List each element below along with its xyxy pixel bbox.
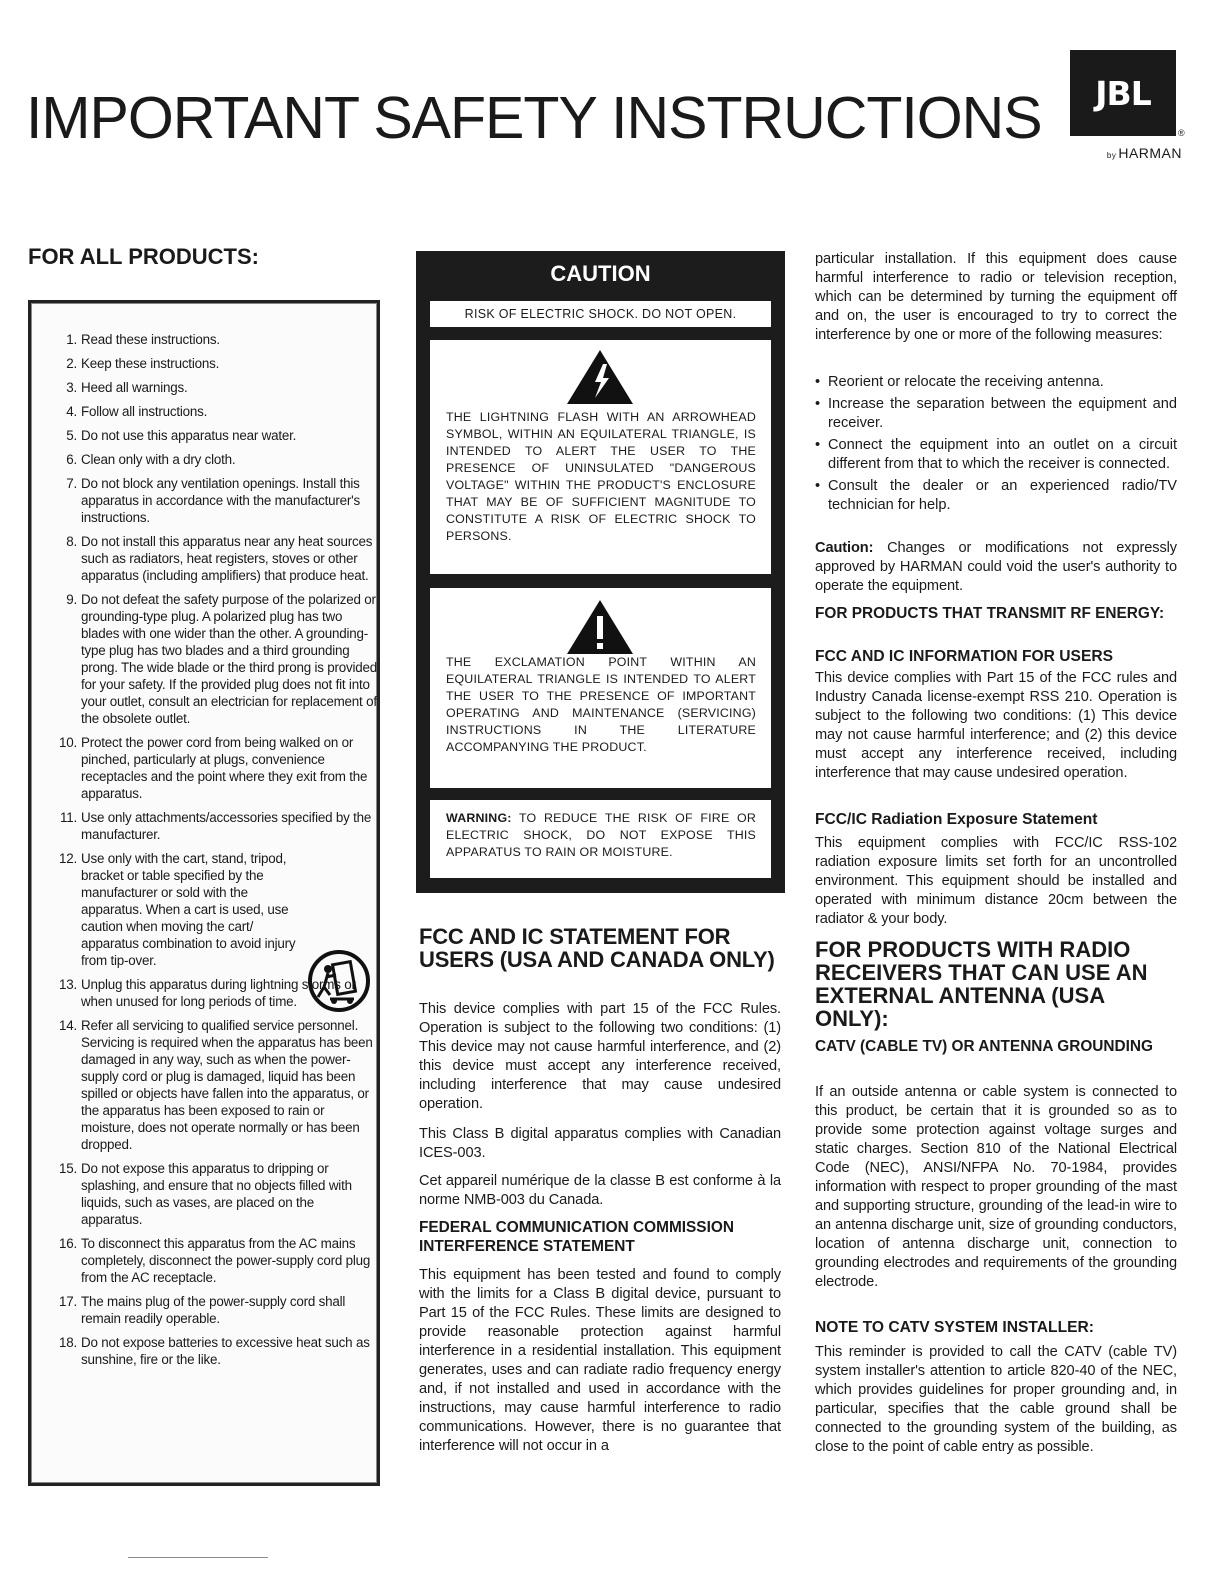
list-item: • Connect the equipment into an outlet on a circuit different from that to which the receiver is connected. xyxy=(815,436,1177,474)
rf-energy-heading: FOR PRODUCTS THAT TRANSMIT RF ENERGY: xyxy=(815,605,1165,622)
instruction-item: 18. Do not expose batteries to excessive heat such as sunshine, fire or the like. xyxy=(58,1335,370,1367)
caution-label: Caution: xyxy=(815,540,874,556)
fcc-ic-info-heading: FCC AND IC INFORMATION FOR USERS xyxy=(815,648,1114,665)
radiation-exposure-paragraph: This equipment complies with FCC/IC RSS-102 radiation exposure limits set forth for an uncontrolled environment. This equipment should be installed and operated with minimum distance 20cm between the radiator & your body. xyxy=(815,835,1177,927)
radio-receivers-heading: FOR PRODUCTS WITH RADIO RECEIVERS THAT CAN USE AN EXTERNAL ANTENNA (USA ONLY): xyxy=(815,937,1148,1031)
footer-rule xyxy=(128,1557,268,1558)
nmb-003-paragraph: Cet appareil numérique de la classe B est conforme à la norme NMB-003 du Canada. xyxy=(419,1173,781,1208)
fcc-ic-info-paragraph: This device complies with Part 15 of the FCC rules and Industry Canada license-exempt RSS 210. Operation is subject to the following two conditions: (1) This device may not cause harmful interference; and (2) this device must accept any interference received, including interference that may cause undesired operation. xyxy=(815,670,1177,781)
all-products-heading: FOR ALL PRODUCTS: xyxy=(28,244,259,269)
harman-label: HARMAN xyxy=(1118,145,1182,161)
safety-instructions-list xyxy=(53,331,378,1375)
page-title: IMPORTANT SAFETY INSTRUCTIONS xyxy=(26,85,1042,151)
catv-grounding-heading: CATV (CABLE TV) OR ANTENNA GROUNDING xyxy=(815,1038,1154,1055)
instruction-item: 10. Protect the power cord from being walked on or pinched, particularly at plugs, convenience receptacles and the point where they exit from the apparatus. xyxy=(58,735,368,801)
catv-installer-paragraph: This reminder is provided to call the CATV (cable TV) system installer's attention to article 820-40 of the NEC, which provides guidelines for proper grounding and, in particular, specifies that the cable ground shall be connected to the grounding system of the building, as close to the point of cable entry as possible. xyxy=(815,1344,1177,1455)
instruction-item: 11. Use only attachments/accessories specified by the manufacturer. xyxy=(59,810,372,842)
instruction-item: 8. Do not install this apparatus near any heat sources such as radiators, heat registers, stoves or other apparatus (including amplifiers) that produce heat. xyxy=(66,534,373,583)
interference-measures-list xyxy=(815,373,1177,518)
instruction-item: 13. Unplug this apparatus during lightning storms or when unused for long periods of time. xyxy=(58,977,356,1009)
caution-title: CAUTION xyxy=(550,261,651,286)
rain-moisture-warning-text: WARNING: TO REDUCE THE RISK OF FIRE OR ELECTRIC SHOCK, DO NOT EXPOSE THIS APPARATUS TO RAIN OR MOISTURE. xyxy=(446,811,756,859)
lightning-warning-panel xyxy=(430,340,771,574)
instruction-item: 9. Do not defeat the safety purpose of the polarized or grounding-type plug. A polarized plug has two blades with one wider than the other. A grounding-type plug has two blades and a third grounding prong. The wide blade or the third prong is provided for your safety. If the provided plug does not fit into your outlet, consult an electrician for replacement of the obsolete outlet. xyxy=(66,592,378,726)
warning-label: WARNING: xyxy=(446,811,512,825)
cart-warning-icon xyxy=(308,949,370,1013)
instruction-item: 7. Do not block any ventilation openings. Install this apparatus in accordance with the manufacturer's instructions. xyxy=(66,476,360,525)
by-label: by xyxy=(1106,151,1117,160)
instruction-item: 14. Refer all servicing to qualified service personnel. Servicing is required when the apparatus has been damaged in any way, such as when the power-supply cord or plug is damaged, liquid has been spilled or objects have fallen into the apparatus, or the apparatus has been exposed to rain or moisture, does not operate normally or has been dropped. xyxy=(58,1018,373,1152)
modification-caution-paragraph: Caution: Changes or modifications not expressly approved by HARMAN could void the user's authority to operate the equipment. xyxy=(815,540,1177,594)
fcc-interference-paragraph: This equipment has been tested and found to comply with the limits for a Class B digital device, pursuant to Part 15 of the FCC Rules. These limits are designed to provide reasonable protection against harmful interference in a residential installation. This equipment generates, uses and can radiate radio frequency energy and, if not installed and used in accordance with the instructions, may cause harmful interference to radio communications. However, there is no guarantee that interference will not occur in a xyxy=(419,1267,781,1454)
list-item: • Reorient or relocate the receiving antenna. xyxy=(815,373,1177,392)
jbl-harman-logo xyxy=(1070,50,1185,162)
list-item: • Increase the separation between the equipment and receiver. xyxy=(815,395,1177,433)
fcc-ic-statement-heading: FCC AND IC STATEMENT FOR USERS (USA AND CANADA ONLY) xyxy=(419,924,775,972)
fcc-interference-heading: FEDERAL COMMUNICATION COMMISSION INTERFERENCE STATEMENT xyxy=(419,1219,734,1255)
by-harman-text xyxy=(1070,145,1182,161)
lightning-triangle-icon xyxy=(565,348,635,406)
list-item: • Consult the dealer or an experienced radio/TV technician for help. xyxy=(815,477,1177,515)
instruction-item: 6. Clean only with a dry cloth. xyxy=(66,452,236,467)
exclamation-warning-text: THE EXCLAMATION POINT WITHIN AN EQUILATERAL TRIANGLE IS INTENDED TO ALERT THE USER TO THE PRESENCE OF IMPORTANT OPERATING AND MAINTENANCE (SERVICING) INSTRUCTIONS IN THE LITERATURE ACCOMPANYING THE PRODUCT. xyxy=(446,655,756,754)
instruction-item: 17. The mains plug of the power-supply cord shall remain readily operable. xyxy=(58,1294,346,1326)
radiation-exposure-heading: FCC/IC Radiation Exposure Statement xyxy=(815,811,1098,828)
instruction-item: 2. Keep these instructions. xyxy=(66,356,220,371)
exclamation-triangle-icon xyxy=(565,598,635,656)
safety-instructions-box xyxy=(28,300,380,1486)
catv-grounding-paragraph: If an outside antenna or cable system is connected to this product, be certain that it is grounded so as to provide some protection against voltage surges and static charges. Section 810 of the National Electrical Code (NEC), ANSI/NFPA No. 70-1984, provides information with respect to proper grounding of the mast and supporting structure, grounding of the lead-in wire to an antenna discharge unit, size of grounding conductors, location of antenna discharge unit, connection to grounding electrodes and requirements of the grounding electrode. xyxy=(815,1084,1177,1290)
instruction-item: 3. Heed all warnings. xyxy=(66,380,188,395)
fcc-part15-paragraph: This device complies with part 15 of the FCC Rules. Operation is subject to the following two conditions: (1) This device may not cause harmful interference, and (2) this device must accept any interference received, including interference that may cause undesired operation. xyxy=(419,1001,781,1112)
caution-box xyxy=(416,251,785,893)
instruction-item: 15. Do not expose this apparatus to dripping or splashing, and ensure that no objects filled with liquids, such as vases, are placed on the apparatus. xyxy=(58,1161,352,1227)
registered-mark: ® xyxy=(1178,128,1185,138)
interference-continued-paragraph: particular installation. If this equipment does cause harmful interference to radio or television reception, which can be determined by turning the equipment off and on, the user is encouraged to try to correct the interference by one or more of the following measures: xyxy=(815,251,1177,343)
instruction-item: 16. To disconnect this apparatus from the AC mains completely, disconnect the power-supply cord plug from the AC receptacle. xyxy=(58,1236,371,1285)
rain-moisture-warning-panel xyxy=(430,800,771,878)
instruction-item: 1. Read these instructions. xyxy=(66,332,220,347)
ices-003-paragraph: This Class B digital apparatus complies with Canadian ICES-003. xyxy=(419,1126,781,1161)
lightning-warning-text: THE LIGHTNING FLASH WITH AN ARROWHEAD SYMBOL, WITHIN AN EQUILATERAL TRIANGLE, IS INTENDED TO ALERT THE USER TO THE PRESENCE OF UNINSULATED "DANGEROUS VOLTAGE" WITHIN THE PRODUCT'S ENCLOSURE THAT MAY BE OF SUFFICIENT MAGNITUDE TO CONSTITUTE A RISK OF ELECTRIC SHOCK TO PERSONS. xyxy=(446,410,756,543)
jbl-logo-mark: JBL xyxy=(1070,50,1176,136)
instruction-item: 4. Follow all instructions. xyxy=(66,404,208,419)
catv-installer-heading: NOTE TO CATV SYSTEM INSTALLER: xyxy=(815,1319,1094,1336)
exclamation-warning-panel xyxy=(430,588,771,788)
instruction-item: 5. Do not use this apparatus near water. xyxy=(66,428,297,443)
risk-of-shock-label: RISK OF ELECTRIC SHOCK. DO NOT OPEN. xyxy=(430,301,771,327)
instruction-item: 12. Use only with the cart, stand, tripod, bracket or table specified by the manufacturer or sold with the apparatus. When a cart is used, use caution when moving the cart/ apparatus combination to avoid injury from tip-over. xyxy=(58,851,296,968)
